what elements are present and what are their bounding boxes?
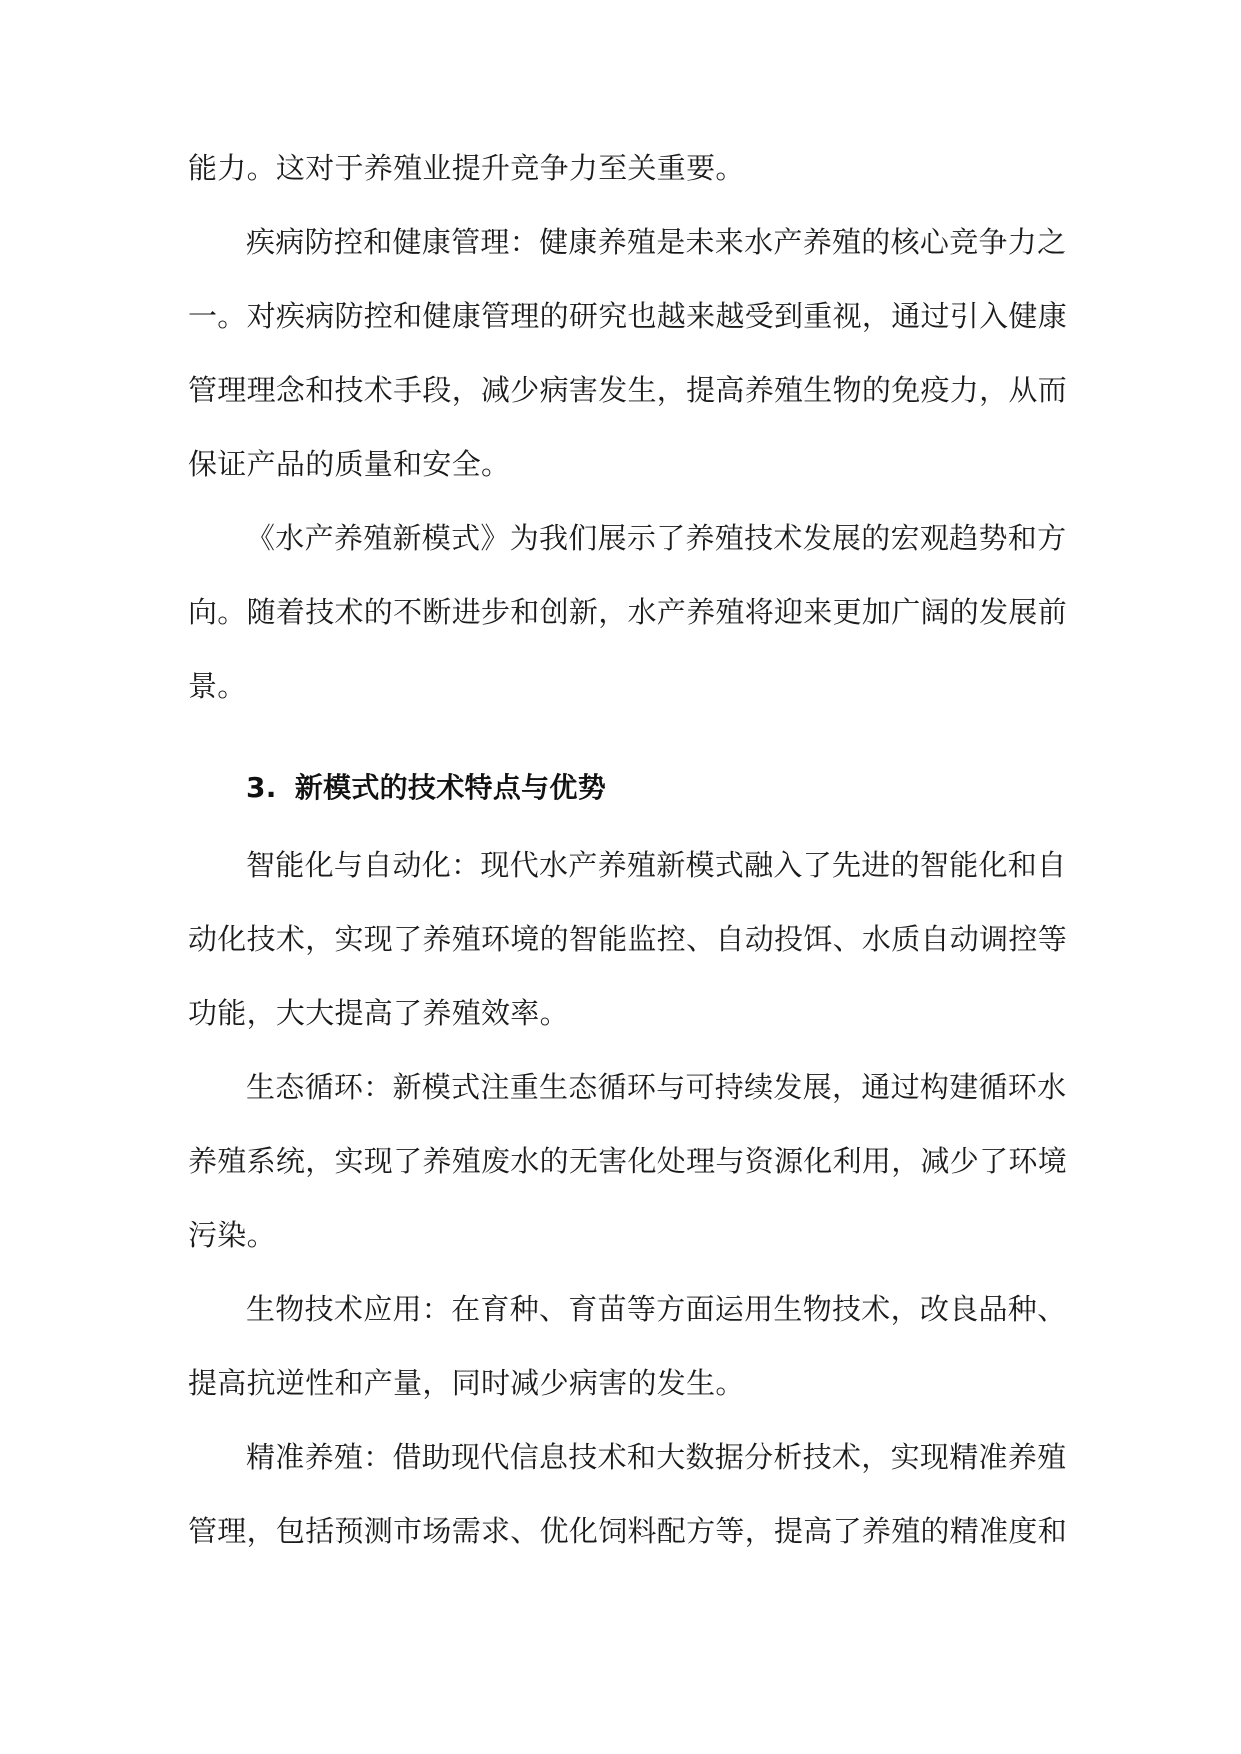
paragraph-line: 向。随着技术的不断进步和创新，水产养殖将迎来更加广阔的发展前 (188, 595, 1068, 629)
paragraph-line: 《水产养殖新模式》为我们展示了养殖技术发展的宏观趋势和方 (246, 521, 1067, 555)
paragraph-line: 养殖系统，实现了养殖废水的无害化处理与资源化利用，减少了环境 (188, 1144, 1068, 1178)
paragraph-line: 污染。 (188, 1218, 276, 1252)
paragraph-line: 保证产品的质量和安全。 (188, 447, 511, 481)
section-title: 新模式的技术特点与优势 (294, 771, 607, 804)
paragraph-line: 管理理念和技术手段，减少病害发生，提高养殖生物的免疫力，从而 (188, 373, 1068, 407)
paragraph-line: 功能，大大提高了养殖效率。 (188, 996, 569, 1030)
paragraph-line: 精准养殖：借助现代信息技术和大数据分析技术，实现精准养殖 (246, 1440, 1067, 1474)
section-number: 3. (246, 771, 277, 804)
paragraph-line: 动化技术，实现了养殖环境的智能监控、自动投饵、水质自动调控等 (188, 922, 1068, 956)
paragraph-line: 疾病防控和健康管理：健康养殖是未来水产养殖的核心竞争力之 (246, 225, 1067, 259)
paragraph-line: 提高抗逆性和产量，同时减少病害的发生。 (188, 1366, 745, 1400)
paragraph-line: 能力。这对于养殖业提升竞争力至关重要。 (188, 151, 745, 185)
paragraph-line: 管理，包括预测市场需求、优化饲料配方等，提高了养殖的精准度和 (188, 1514, 1068, 1548)
section-heading (246, 768, 1126, 808)
paragraph-line: 一。对疾病防控和健康管理的研究也越来越受到重视，通过引入健康 (188, 299, 1068, 333)
paragraph-line: 生态循环：新模式注重生态循环与可持续发展，通过构建循环水 (246, 1070, 1067, 1104)
paragraph-line: 智能化与自动化：现代水产养殖新模式融入了先进的智能化和自 (246, 848, 1067, 882)
paragraph-line: 生物技术应用：在育种、育苗等方面运用生物技术，改良品种、 (246, 1292, 1067, 1326)
paragraph-line: 景。 (188, 669, 247, 703)
